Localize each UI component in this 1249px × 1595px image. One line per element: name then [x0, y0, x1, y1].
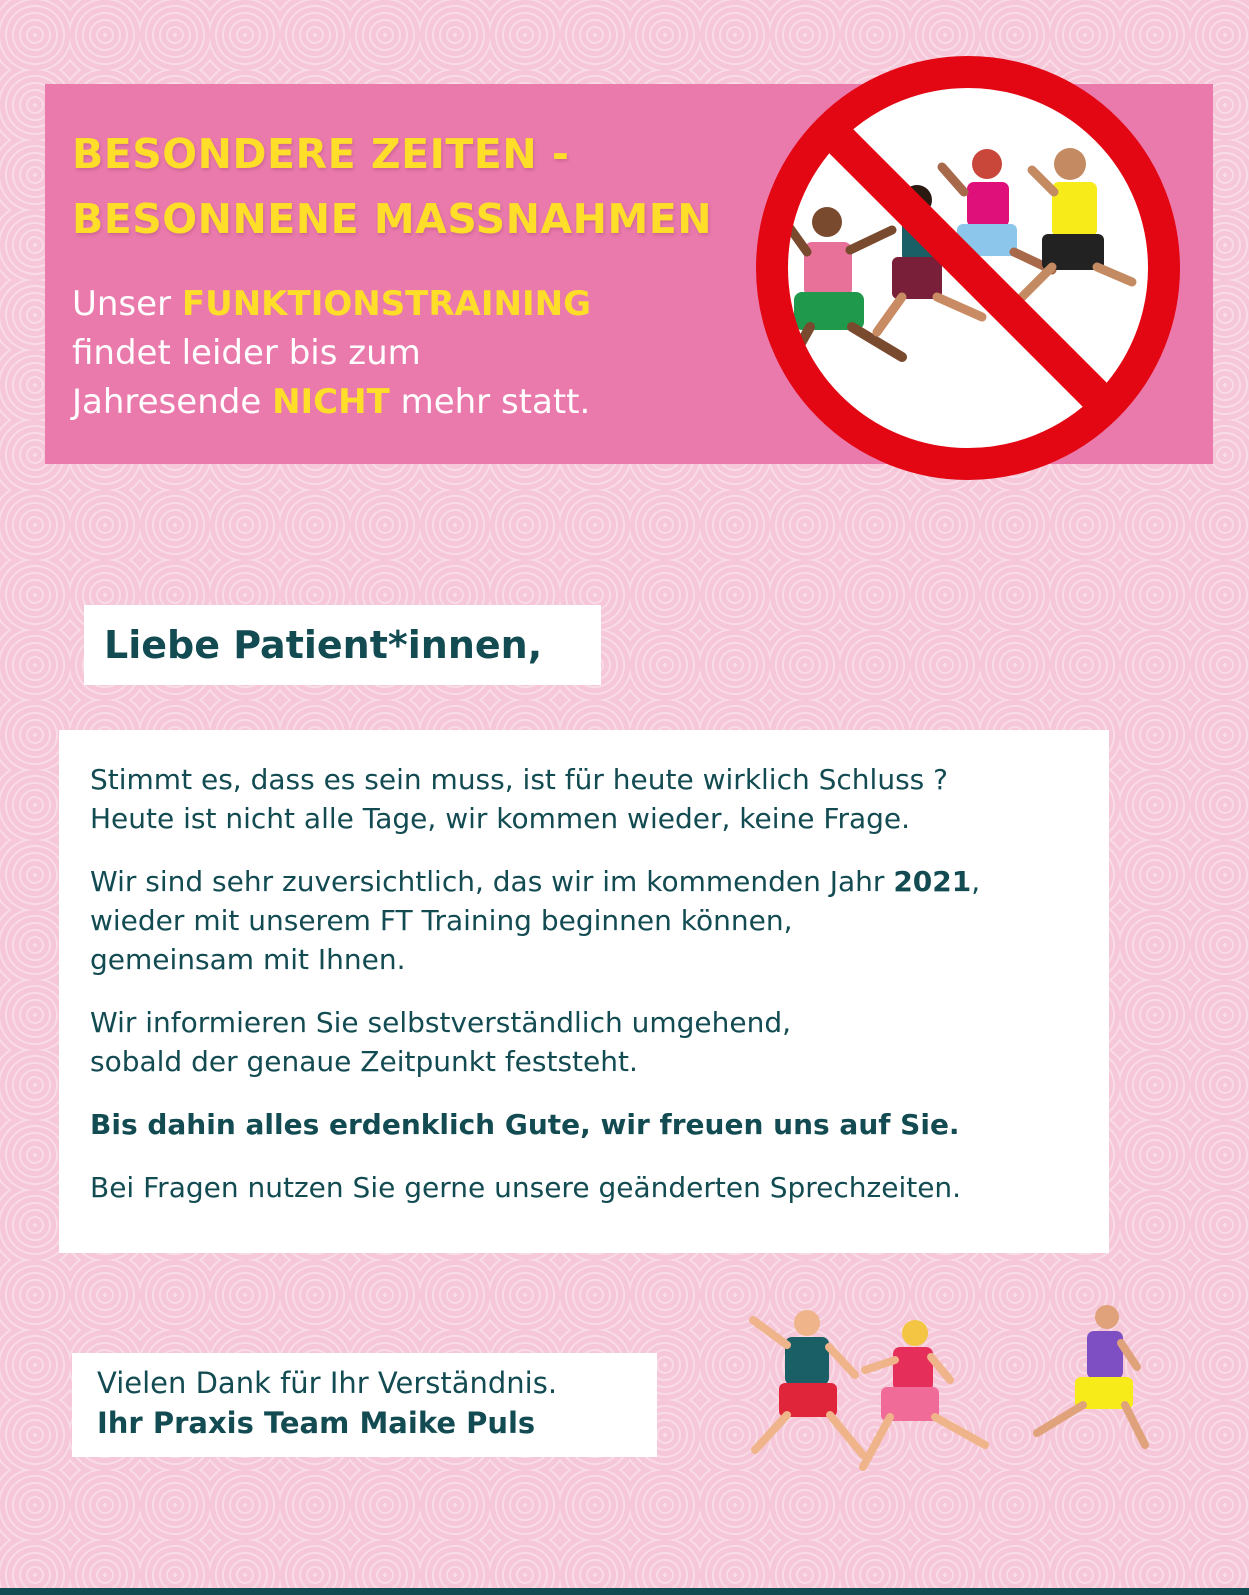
letter-paragraph-5: Bei Fragen nutzen Sie gerne unsere geänderten Sprechzeiten.	[90, 1171, 962, 1204]
headline-line-1: BESONDERE ZEITEN -	[72, 130, 570, 178]
letter-p2-line-3: gemeinsam mit Ihnen.	[90, 943, 406, 976]
no-running-sign-icon	[752, 52, 1184, 484]
closing-signature: Ihr Praxis Team Maike Puls	[97, 1406, 536, 1440]
subline-text-1: Unser	[72, 284, 182, 324]
letter-paragraph-1	[90, 760, 1090, 838]
bottom-bar	[0, 1588, 1249, 1595]
greeting: Liebe Patient*innen,	[104, 623, 543, 667]
subline-text-4: mehr statt.	[389, 382, 591, 422]
closing-thanks: Vielen Dank für Ihr Verständnis.	[97, 1366, 558, 1400]
letter-body	[90, 760, 1090, 1231]
letter-p1-line-2: Heute ist nicht alle Tage, wir kommen wieder, keine Frage.	[90, 802, 911, 835]
headline-line-2: BESONNENE MASSNAHMEN	[72, 195, 713, 243]
subline-highlight-training: FUNKTIONSTRAINING	[181, 284, 591, 324]
letter-paragraph-3	[90, 1003, 1090, 1081]
letter-p1-line-1: Stimmt es, dass es sein muss, ist für heute wirklich Schluss ?	[90, 763, 949, 796]
subline-text-3: Jahresende	[72, 382, 273, 422]
letter-p2-text-b: ,	[971, 865, 981, 898]
subline	[72, 280, 591, 427]
letter-p3-line-2: sobald der genaue Zeitpunkt feststeht.	[90, 1045, 638, 1078]
closing	[97, 1363, 557, 1443]
letter-paragraph-2	[90, 862, 1090, 979]
letter-year: 2021	[893, 865, 972, 898]
letter-p2-line-2: wieder mit unserem FT Training beginnen können,	[90, 904, 793, 937]
letter-p2-text-a: Wir sind sehr zuversichtlich, das wir im kommenden Jahr	[90, 865, 894, 898]
running-people-illustration	[745, 1305, 1185, 1500]
subline-highlight-nicht: NICHT	[272, 382, 390, 422]
letter-p3-line-1: Wir informieren Sie selbstverständlich umgehend,	[90, 1006, 792, 1039]
letter-paragraph-4: Bis dahin alles erdenklich Gute, wir freuen uns auf Sie.	[90, 1108, 960, 1141]
headline	[72, 122, 712, 252]
subline-text-2: findet leider bis zum	[72, 333, 421, 373]
